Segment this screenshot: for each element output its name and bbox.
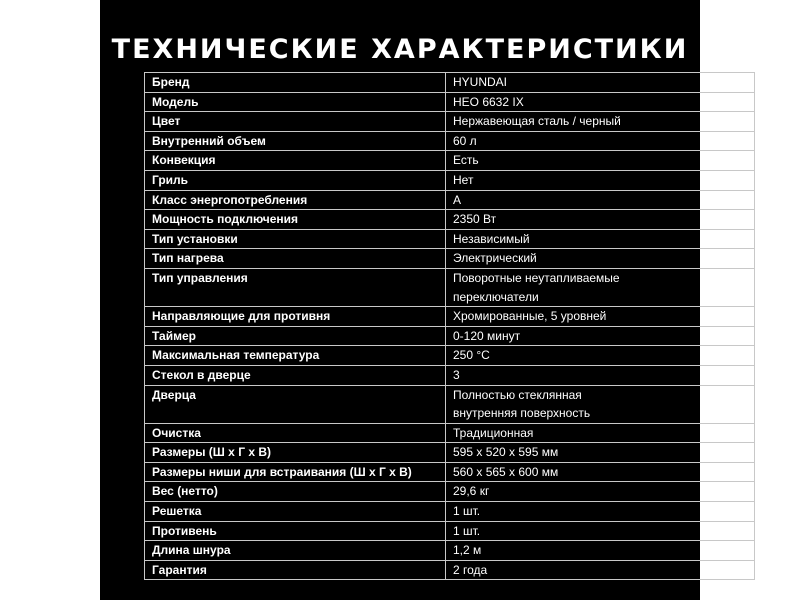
spec-row xyxy=(145,423,755,443)
spec-label: Мощность подключения xyxy=(145,210,446,230)
spec-value-line: 595 х 520 х 595 мм xyxy=(453,445,559,460)
spec-label: Размеры (Ш х Г х В) xyxy=(145,443,446,463)
spec-label: Гарантия xyxy=(145,560,446,580)
spec-row xyxy=(145,443,755,463)
spec-value-line: 0-120 минут xyxy=(453,328,521,343)
spec-value-line: A xyxy=(453,192,462,207)
spec-value xyxy=(446,560,755,580)
spec-value-line: 60 л xyxy=(453,133,477,148)
spec-value xyxy=(446,112,755,132)
spec-row xyxy=(145,482,755,502)
spec-row xyxy=(145,521,755,541)
spec-label: Тип управления xyxy=(145,268,446,306)
spec-value xyxy=(446,170,755,190)
spec-label: Цвет xyxy=(145,112,446,132)
spec-value-line: HEO 6632 IX xyxy=(453,94,524,109)
spec-value xyxy=(446,131,755,151)
spec-value xyxy=(446,521,755,541)
specs-table-body xyxy=(145,73,755,580)
spec-label: Стекол в дверце xyxy=(145,365,446,385)
spec-value xyxy=(446,229,755,249)
spec-value-line: 1 шт. xyxy=(453,523,481,538)
spec-label: Направляющие для противня xyxy=(145,307,446,327)
spec-label: Максимальная температура xyxy=(145,346,446,366)
spec-label: Вес (нетто) xyxy=(145,482,446,502)
spec-value xyxy=(446,151,755,171)
spec-label: Решетка xyxy=(145,502,446,522)
spec-value-line: 29,6 кг xyxy=(453,484,490,499)
spec-value-line: Полностью стеклянная xyxy=(453,387,582,402)
spec-label: Таймер xyxy=(145,326,446,346)
spec-sheet-panel xyxy=(100,0,700,600)
spec-row xyxy=(145,131,755,151)
spec-row xyxy=(145,346,755,366)
spec-row xyxy=(145,365,755,385)
spec-row xyxy=(145,502,755,522)
spec-value-line: 560 х 565 х 600 мм xyxy=(453,464,559,479)
spec-label: Противень xyxy=(145,521,446,541)
spec-value xyxy=(446,482,755,502)
spec-value-line: Есть xyxy=(453,153,479,168)
specs-table xyxy=(144,72,755,580)
spec-value-line: 2350 Вт xyxy=(453,212,497,227)
spec-value-line: 1,2 м xyxy=(453,543,482,558)
spec-value-line: Традиционная xyxy=(453,425,534,440)
spec-value-line: Нержавеющая сталь / черный xyxy=(453,114,621,129)
spec-value xyxy=(446,326,755,346)
spec-row xyxy=(145,73,755,93)
spec-value-line: Поворотные неутапливаемые xyxy=(453,270,620,285)
spec-value xyxy=(446,249,755,269)
page-title: ТЕХНИЧЕСКИЕ ХАРАКТЕРИСТИКИ xyxy=(111,34,689,65)
spec-row xyxy=(145,170,755,190)
spec-value xyxy=(446,462,755,482)
spec-row xyxy=(145,249,755,269)
spec-value-line: HYUNDAI xyxy=(453,75,508,89)
spec-value xyxy=(446,307,755,327)
spec-value xyxy=(446,190,755,210)
spec-row xyxy=(145,92,755,112)
spec-value xyxy=(446,443,755,463)
spec-value-line: Электрический xyxy=(453,251,537,266)
spec-value-line: Независимый xyxy=(453,231,530,246)
spec-row xyxy=(145,190,755,210)
spec-label: Тип установки xyxy=(145,229,446,249)
spec-label: Длина шнура xyxy=(145,541,446,561)
spec-label: Очистка xyxy=(145,423,446,443)
spec-row xyxy=(145,229,755,249)
spec-label: Модель xyxy=(145,92,446,112)
spec-value xyxy=(446,92,755,112)
spec-value xyxy=(446,210,755,230)
spec-row xyxy=(145,326,755,346)
spec-row xyxy=(145,385,755,423)
spec-row xyxy=(145,112,755,132)
spec-value xyxy=(446,423,755,443)
spec-row xyxy=(145,541,755,561)
spec-label: Конвекция xyxy=(145,151,446,171)
spec-value xyxy=(446,73,755,93)
spec-value xyxy=(446,268,755,306)
spec-value-line: внутренняя поверхность xyxy=(453,406,591,421)
spec-value xyxy=(446,365,755,385)
spec-value-line: Хромированные, 5 уровней xyxy=(453,309,607,324)
spec-value xyxy=(446,541,755,561)
spec-value-line: Нет xyxy=(453,172,474,187)
spec-label: Бренд xyxy=(145,73,446,93)
spec-label: Размеры ниши для встраивания (Ш х Г х В) xyxy=(145,462,446,482)
spec-label: Класс энергопотребления xyxy=(145,190,446,210)
spec-row xyxy=(145,268,755,306)
spec-row xyxy=(145,151,755,171)
spec-row xyxy=(145,560,755,580)
spec-row xyxy=(145,210,755,230)
spec-value-line: 3 xyxy=(453,367,460,382)
spec-label: Гриль xyxy=(145,170,446,190)
spec-label: Дверца xyxy=(145,385,446,423)
spec-value-line: 2 года xyxy=(453,562,488,577)
spec-value xyxy=(446,346,755,366)
spec-label: Тип нагрева xyxy=(145,249,446,269)
spec-value xyxy=(446,385,755,423)
spec-value xyxy=(446,502,755,522)
spec-row xyxy=(145,462,755,482)
spec-value-line: 250 °C xyxy=(453,348,490,363)
spec-label: Внутренний объем xyxy=(145,131,446,151)
spec-row xyxy=(145,307,755,327)
spec-value-line: переключатели xyxy=(453,289,539,304)
spec-value-line: 1 шт. xyxy=(453,504,481,519)
